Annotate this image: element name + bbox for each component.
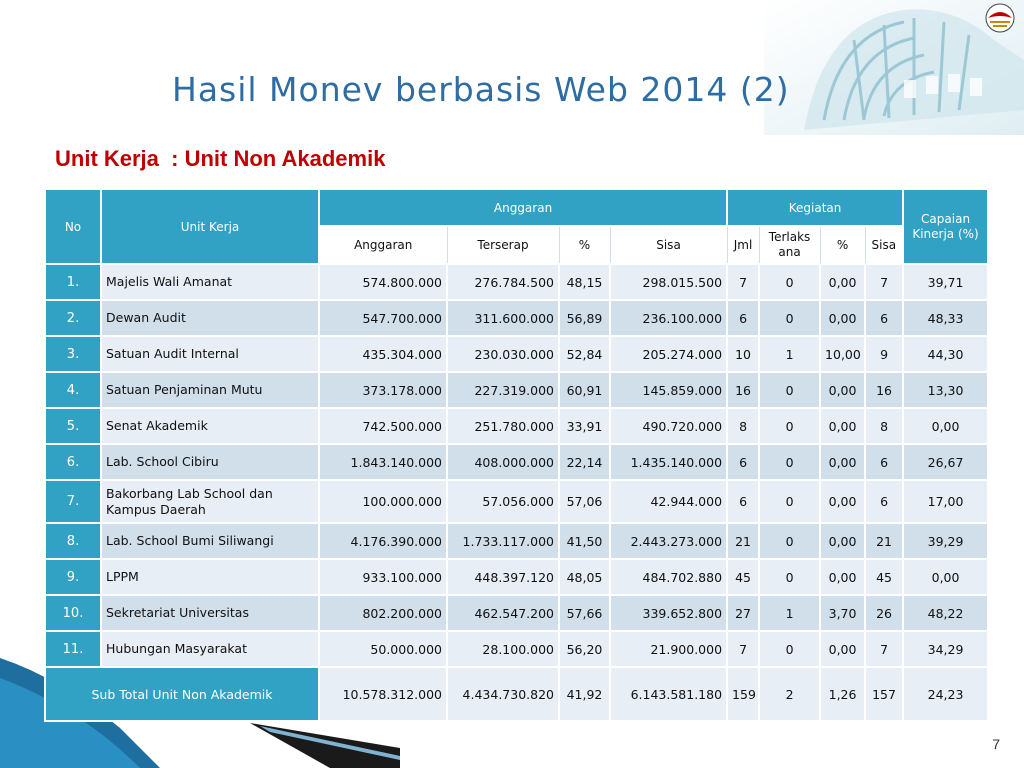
cell-unit: Senat Akademik xyxy=(101,408,319,444)
header-kegiatan-percent: % xyxy=(820,226,865,264)
cell-anggaran: 100.000.000 xyxy=(319,480,447,523)
cell-unit: Lab. School Bumi Siliwangi xyxy=(101,523,319,559)
header-anggaran: Anggaran xyxy=(319,226,447,264)
cell-terserap: 311.600.000 xyxy=(447,300,559,336)
table-row xyxy=(45,631,988,667)
cell-anggaran: 933.100.000 xyxy=(319,559,447,595)
table-row xyxy=(45,408,988,444)
cell-percent: 56,89 xyxy=(559,300,610,336)
cell-anggaran: 373.178.000 xyxy=(319,372,447,408)
cell-sisa: 490.720.000 xyxy=(610,408,727,444)
header-capaian-kinerja: Capaian Kinerja (%) xyxy=(903,189,988,264)
cell-no: 11. xyxy=(45,631,101,667)
cell-unit: Majelis Wali Amanat xyxy=(101,264,319,300)
page-number: 7 xyxy=(992,736,1000,752)
header-anggaran-group: Anggaran xyxy=(319,189,727,226)
cell-unit: Bakorbang Lab School dan Kampus Daerah xyxy=(101,480,319,523)
cell-terlaksana: 0 xyxy=(759,523,820,559)
cell-anggaran: 50.000.000 xyxy=(319,631,447,667)
cell-jml: 21 xyxy=(727,523,759,559)
subtotal-terlaksana: 2 xyxy=(759,667,820,721)
header-unit-kerja: Unit Kerja xyxy=(101,189,319,264)
cell-percent: 48,15 xyxy=(559,264,610,300)
cell-capaian: 48,22 xyxy=(903,595,988,631)
table-row xyxy=(45,444,988,480)
cell-capaian: 0,00 xyxy=(903,559,988,595)
logo-icon xyxy=(986,4,1014,32)
subtotal-anggaran: 10.578.312.000 xyxy=(319,667,447,721)
cell-anggaran: 742.500.000 xyxy=(319,408,447,444)
cell-kegiatan-sisa: 6 xyxy=(865,300,903,336)
cell-terlaksana: 0 xyxy=(759,444,820,480)
cell-kegiatan-percent: 0,00 xyxy=(820,480,865,523)
cell-terserap: 57.056.000 xyxy=(447,480,559,523)
cell-terlaksana: 1 xyxy=(759,595,820,631)
cell-unit: Dewan Audit xyxy=(101,300,319,336)
cell-kegiatan-percent: 0,00 xyxy=(820,300,865,336)
cell-kegiatan-sisa: 7 xyxy=(865,631,903,667)
subtotal-label: Sub Total Unit Non Akademik xyxy=(45,667,319,721)
cell-capaian: 44,30 xyxy=(903,336,988,372)
cell-no: 2. xyxy=(45,300,101,336)
cell-sisa: 298.015.500 xyxy=(610,264,727,300)
cell-kegiatan-percent: 0,00 xyxy=(820,408,865,444)
cell-no: 6. xyxy=(45,444,101,480)
cell-terlaksana: 0 xyxy=(759,408,820,444)
cell-no: 9. xyxy=(45,559,101,595)
cell-no: 4. xyxy=(45,372,101,408)
slide-subtitle: Unit Kerja : Unit Non Akademik xyxy=(55,146,386,171)
cell-kegiatan-percent: 0,00 xyxy=(820,631,865,667)
cell-sisa: 236.100.000 xyxy=(610,300,727,336)
cell-capaian: 26,67 xyxy=(903,444,988,480)
cell-no: 7. xyxy=(45,480,101,523)
cell-no: 1. xyxy=(45,264,101,300)
cell-terlaksana: 0 xyxy=(759,631,820,667)
table-row xyxy=(45,264,988,300)
cell-anggaran: 435.304.000 xyxy=(319,336,447,372)
cell-sisa: 145.859.000 xyxy=(610,372,727,408)
cell-percent: 60,91 xyxy=(559,372,610,408)
cell-sisa: 42.944.000 xyxy=(610,480,727,523)
cell-unit: Sekretariat Universitas xyxy=(101,595,319,631)
cell-unit: Satuan Audit Internal xyxy=(101,336,319,372)
cell-unit: Satuan Penjaminan Mutu xyxy=(101,372,319,408)
cell-percent: 56,20 xyxy=(559,631,610,667)
header-kegiatan-sisa: Sisa xyxy=(865,226,903,264)
table-row xyxy=(45,300,988,336)
cell-percent: 57,66 xyxy=(559,595,610,631)
cell-kegiatan-sisa: 45 xyxy=(865,559,903,595)
header-terlaksana: Terlaks ana xyxy=(759,226,820,264)
cell-jml: 6 xyxy=(727,444,759,480)
subtotal-sisa: 6.143.581.180 xyxy=(610,667,727,721)
subtotal-kegiatan-sisa: 157 xyxy=(865,667,903,721)
cell-kegiatan-sisa: 6 xyxy=(865,480,903,523)
cell-percent: 57,06 xyxy=(559,480,610,523)
cell-kegiatan-percent: 0,00 xyxy=(820,523,865,559)
cell-kegiatan-sisa: 21 xyxy=(865,523,903,559)
cell-kegiatan-percent: 3,70 xyxy=(820,595,865,631)
table-row xyxy=(45,372,988,408)
cell-kegiatan-sisa: 16 xyxy=(865,372,903,408)
cell-kegiatan-percent: 0,00 xyxy=(820,372,865,408)
cell-percent: 48,05 xyxy=(559,559,610,595)
cell-sisa: 1.435.140.000 xyxy=(610,444,727,480)
cell-kegiatan-sisa: 26 xyxy=(865,595,903,631)
subtotal-kegiatan-percent: 1,26 xyxy=(820,667,865,721)
cell-no: 5. xyxy=(45,408,101,444)
subtotal-percent: 41,92 xyxy=(559,667,610,721)
cell-terserap: 1.733.117.000 xyxy=(447,523,559,559)
cell-sisa: 21.900.000 xyxy=(610,631,727,667)
cell-anggaran: 4.176.390.000 xyxy=(319,523,447,559)
cell-anggaran: 1.843.140.000 xyxy=(319,444,447,480)
slide-title: Hasil Monev berbasis Web 2014 (2) xyxy=(172,70,790,109)
header-terserap: Terserap xyxy=(447,226,559,264)
cell-capaian: 13,30 xyxy=(903,372,988,408)
cell-capaian: 34,29 xyxy=(903,631,988,667)
subtotal-capaian: 24,23 xyxy=(903,667,988,721)
cell-jml: 8 xyxy=(727,408,759,444)
cell-unit: Lab. School Cibiru xyxy=(101,444,319,480)
cell-no: 8. xyxy=(45,523,101,559)
cell-kegiatan-sisa: 7 xyxy=(865,264,903,300)
cell-capaian: 39,29 xyxy=(903,523,988,559)
cell-jml: 45 xyxy=(727,559,759,595)
header-anggaran-percent: % xyxy=(559,226,610,264)
cell-kegiatan-percent: 0,00 xyxy=(820,444,865,480)
cell-terserap: 227.319.000 xyxy=(447,372,559,408)
cell-jml: 10 xyxy=(727,336,759,372)
cell-terserap: 276.784.500 xyxy=(447,264,559,300)
cell-jml: 27 xyxy=(727,595,759,631)
cell-terserap: 251.780.000 xyxy=(447,408,559,444)
cell-anggaran: 802.200.000 xyxy=(319,595,447,631)
subtotal-row xyxy=(45,667,988,721)
table-row xyxy=(45,523,988,559)
cell-no: 3. xyxy=(45,336,101,372)
cell-percent: 22,14 xyxy=(559,444,610,480)
cell-percent: 41,50 xyxy=(559,523,610,559)
cell-jml: 7 xyxy=(727,264,759,300)
cell-jml: 6 xyxy=(727,480,759,523)
table-row xyxy=(45,480,988,523)
cell-terserap: 408.000.000 xyxy=(447,444,559,480)
cell-kegiatan-percent: 10,00 xyxy=(820,336,865,372)
cell-no: 10. xyxy=(45,595,101,631)
cell-capaian: 39,71 xyxy=(903,264,988,300)
cell-jml: 7 xyxy=(727,631,759,667)
subtotal-terserap: 4.434.730.820 xyxy=(447,667,559,721)
header-jml: Jml xyxy=(727,226,759,264)
cell-unit: LPPM xyxy=(101,559,319,595)
subtotal-jml: 159 xyxy=(727,667,759,721)
cell-kegiatan-sisa: 9 xyxy=(865,336,903,372)
cell-kegiatan-percent: 0,00 xyxy=(820,264,865,300)
cell-anggaran: 574.800.000 xyxy=(319,264,447,300)
cell-sisa: 2.443.273.000 xyxy=(610,523,727,559)
cell-terserap: 462.547.200 xyxy=(447,595,559,631)
cell-kegiatan-sisa: 6 xyxy=(865,444,903,480)
cell-terserap: 230.030.000 xyxy=(447,336,559,372)
cell-terlaksana: 0 xyxy=(759,559,820,595)
cell-terlaksana: 0 xyxy=(759,300,820,336)
cell-terserap: 28.100.000 xyxy=(447,631,559,667)
table-row xyxy=(45,559,988,595)
table-row xyxy=(45,595,988,631)
cell-terlaksana: 1 xyxy=(759,336,820,372)
cell-percent: 52,84 xyxy=(559,336,610,372)
cell-terlaksana: 0 xyxy=(759,264,820,300)
cell-terserap: 448.397.120 xyxy=(447,559,559,595)
building-decoration xyxy=(764,0,1024,135)
cell-jml: 6 xyxy=(727,300,759,336)
header-no: No xyxy=(45,189,101,264)
cell-kegiatan-percent: 0,00 xyxy=(820,559,865,595)
cell-sisa: 205.274.000 xyxy=(610,336,727,372)
header-kegiatan-group: Kegiatan xyxy=(727,189,903,226)
table-row xyxy=(45,336,988,372)
monev-table xyxy=(44,188,989,722)
cell-kegiatan-sisa: 8 xyxy=(865,408,903,444)
cell-percent: 33,91 xyxy=(559,408,610,444)
header-anggaran-sisa: Sisa xyxy=(610,226,727,264)
cell-sisa: 339.652.800 xyxy=(610,595,727,631)
cell-capaian: 17,00 xyxy=(903,480,988,523)
cell-terlaksana: 0 xyxy=(759,372,820,408)
cell-jml: 16 xyxy=(727,372,759,408)
cell-capaian: 48,33 xyxy=(903,300,988,336)
cell-anggaran: 547.700.000 xyxy=(319,300,447,336)
cell-unit: Hubungan Masyarakat xyxy=(101,631,319,667)
cell-capaian: 0,00 xyxy=(903,408,988,444)
cell-terlaksana: 0 xyxy=(759,480,820,523)
cell-sisa: 484.702.880 xyxy=(610,559,727,595)
